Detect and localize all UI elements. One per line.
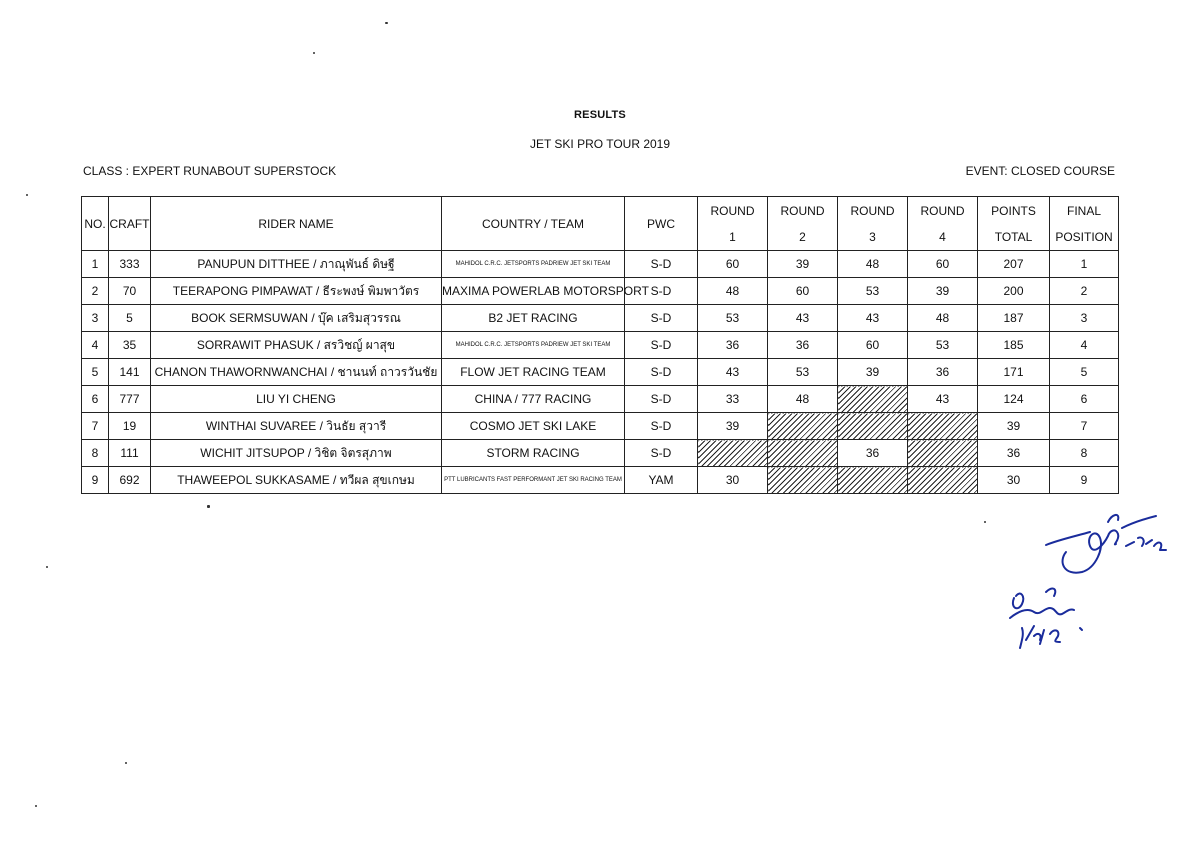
table-row: [82, 413, 1119, 440]
cell-points-total: 30: [978, 467, 1050, 494]
scan-speck: [26, 194, 28, 196]
header-round-4-label: ROUND: [920, 203, 965, 218]
cell-pwc: S-D: [625, 278, 698, 305]
cell-team: FLOW JET RACING TEAM: [442, 359, 625, 386]
cell-points-total: 39: [978, 413, 1050, 440]
cell-no: 6: [82, 386, 109, 413]
cell-round-3: 48: [838, 251, 908, 278]
cell-points-total: 185: [978, 332, 1050, 359]
cell-round-1: 48: [698, 278, 768, 305]
cell-points-total: 187: [978, 305, 1050, 332]
cell-final-position: 4: [1050, 332, 1119, 359]
cell-craft: 35: [109, 332, 151, 359]
table-row: [82, 467, 1119, 494]
class-label: CLASS : EXPERT RUNABOUT SUPERSTOCK: [83, 164, 337, 178]
table-row: [82, 440, 1119, 467]
cell-round-1: 30: [698, 467, 768, 494]
cell-round-3: [838, 413, 908, 440]
table-row: [82, 251, 1119, 278]
cell-team: MAHIDOL C.R.C. JETSPORTS PADRIEW JET SKI TEAM: [442, 251, 625, 278]
cell-round-4: 48: [908, 305, 978, 332]
header-rider: RIDER NAME: [151, 197, 442, 251]
cell-round-4: 36: [908, 359, 978, 386]
cell-round-1: 33: [698, 386, 768, 413]
cell-craft: 70: [109, 278, 151, 305]
cell-no: 8: [82, 440, 109, 467]
cell-final-position: 1: [1050, 251, 1119, 278]
cell-final-position: 2: [1050, 278, 1119, 305]
cell-points-total: 36: [978, 440, 1050, 467]
table-row: [82, 332, 1119, 359]
cell-team: B2 JET RACING: [442, 305, 625, 332]
scan-speck: [313, 52, 315, 54]
header-team: COUNTRY / TEAM: [442, 197, 625, 251]
cell-round-4: 60: [908, 251, 978, 278]
cell-round-2: [768, 440, 838, 467]
cell-round-2: 36: [768, 332, 838, 359]
cell-rider: SORRAWIT PHASUK / สรวิชญ์ ผาสุข: [151, 332, 442, 359]
cell-round-3: [838, 386, 908, 413]
cell-round-2: 48: [768, 386, 838, 413]
cell-round-3: 43: [838, 305, 908, 332]
cell-rider: TEERAPONG PIMPAWAT / ธีระพงษ์ พิมพาวัตร: [151, 278, 442, 305]
cell-points-total: 207: [978, 251, 1050, 278]
header-round-3-number: 3: [869, 229, 876, 244]
cell-no: 1: [82, 251, 109, 278]
cell-rider: WICHIT JITSUPOP / วิชิต จิตรสุภาพ: [151, 440, 442, 467]
cell-round-4: [908, 413, 978, 440]
cell-pwc: S-D: [625, 440, 698, 467]
cell-team: STORM RACING: [442, 440, 625, 467]
cell-no: 5: [82, 359, 109, 386]
cell-round-2: 39: [768, 251, 838, 278]
header-round-1-label: ROUND: [710, 203, 755, 218]
header-round-2-number: 2: [799, 229, 806, 244]
cell-team: COSMO JET SKI LAKE: [442, 413, 625, 440]
cell-points-total: 171: [978, 359, 1050, 386]
cell-pwc: S-D: [625, 359, 698, 386]
event-label: EVENT: CLOSED COURSE: [965, 164, 1115, 178]
cell-round-2: [768, 467, 838, 494]
table-header-row: [82, 197, 1119, 251]
cell-round-2: 60: [768, 278, 838, 305]
cell-rider: BOOK SERMSUWAN / บุ๊ค เสริมสุวรรณ: [151, 305, 442, 332]
cell-round-4: 53: [908, 332, 978, 359]
cell-round-2: 43: [768, 305, 838, 332]
scan-speck: [984, 521, 986, 523]
header-round-3-label: ROUND: [850, 203, 895, 218]
header-no: NO.: [82, 197, 109, 251]
cell-round-4: 39: [908, 278, 978, 305]
cell-pwc: YAM: [625, 467, 698, 494]
cell-round-1: 60: [698, 251, 768, 278]
header-final-position: [1050, 197, 1119, 251]
cell-craft: 692: [109, 467, 151, 494]
cell-craft: 141: [109, 359, 151, 386]
cell-final-position: 8: [1050, 440, 1119, 467]
header-round-1-number: 1: [729, 229, 736, 244]
cell-craft: 777: [109, 386, 151, 413]
cell-craft: 19: [109, 413, 151, 440]
signature-1: [1038, 500, 1168, 580]
cell-team: MAXIMA POWERLAB MOTORSPORT: [442, 278, 625, 305]
header-craft: CRAFT: [109, 197, 151, 251]
cell-rider: LIU YI CHENG: [151, 386, 442, 413]
header-round-4: [908, 197, 978, 251]
cell-craft: 5: [109, 305, 151, 332]
scan-speck: [125, 762, 127, 764]
cell-round-1: 39: [698, 413, 768, 440]
scan-speck: [46, 566, 48, 568]
scan-speck: [207, 505, 210, 508]
cell-round-2: [768, 413, 838, 440]
cell-no: 7: [82, 413, 109, 440]
cell-round-1: [698, 440, 768, 467]
cell-round-4: [908, 440, 978, 467]
header-points-total: [978, 197, 1050, 251]
cell-round-2: 53: [768, 359, 838, 386]
table-row: [82, 359, 1119, 386]
cell-round-3: 53: [838, 278, 908, 305]
cell-craft: 333: [109, 251, 151, 278]
cell-round-1: 53: [698, 305, 768, 332]
cell-rider: THAWEEPOL SUKKASAME / ทวีผล สุขเกษม: [151, 467, 442, 494]
cell-craft: 111: [109, 440, 151, 467]
cell-pwc: S-D: [625, 305, 698, 332]
cell-final-position: 7: [1050, 413, 1119, 440]
cell-team: MAHIDOL C.R.C. JETSPORTS PADRIEW JET SKI TEAM: [442, 332, 625, 359]
cell-points-total: 200: [978, 278, 1050, 305]
results-body: [82, 251, 1119, 494]
cell-final-position: 3: [1050, 305, 1119, 332]
table-row: [82, 278, 1119, 305]
table-row: [82, 305, 1119, 332]
results-table: [81, 196, 1119, 494]
cell-pwc: S-D: [625, 386, 698, 413]
scan-speck: [35, 805, 37, 807]
cell-final-position: 6: [1050, 386, 1119, 413]
document-title: RESULTS: [574, 109, 626, 121]
header-position-label: POSITION: [1055, 229, 1113, 244]
header-pwc: PWC: [625, 197, 698, 251]
header-round-2: [768, 197, 838, 251]
header-round-2-label: ROUND: [780, 203, 825, 218]
cell-pwc: S-D: [625, 251, 698, 278]
header-total-label: TOTAL: [994, 229, 1033, 244]
document-subtitle: JET SKI PRO TOUR 2019: [529, 137, 671, 151]
cell-rider: CHANON THAWORNWANCHAI / ชานนท์ ถาวรวันชัย: [151, 359, 442, 386]
cell-rider: WINTHAI SUVAREE / วินธัย สุวารี: [151, 413, 442, 440]
cell-round-3: 36: [838, 440, 908, 467]
cell-no: 4: [82, 332, 109, 359]
cell-round-3: 60: [838, 332, 908, 359]
cell-final-position: 5: [1050, 359, 1119, 386]
cell-team: PTT LUBRICANTS FAST PERFORMANT JET SKI RACING TEAM: [442, 467, 625, 494]
scan-speck: [385, 22, 388, 24]
table-row: [82, 386, 1119, 413]
cell-round-4: 43: [908, 386, 978, 413]
header-points-label: POINTS: [991, 203, 1036, 218]
cell-no: 2: [82, 278, 109, 305]
cell-round-3: 39: [838, 359, 908, 386]
cell-rider: PANUPUN DITTHEE / ภาณุพันธ์ ดิษฐี: [151, 251, 442, 278]
cell-team: CHINA / 777 RACING: [442, 386, 625, 413]
cell-no: 3: [82, 305, 109, 332]
cell-round-1: 36: [698, 332, 768, 359]
cell-final-position: 9: [1050, 467, 1119, 494]
cell-round-3: [838, 467, 908, 494]
cell-no: 9: [82, 467, 109, 494]
header-round-4-number: 4: [939, 229, 946, 244]
cell-round-1: 43: [698, 359, 768, 386]
signature-2: [1000, 578, 1110, 653]
cell-pwc: S-D: [625, 332, 698, 359]
header-round-3: [838, 197, 908, 251]
cell-pwc: S-D: [625, 413, 698, 440]
cell-points-total: 124: [978, 386, 1050, 413]
cell-round-4: [908, 467, 978, 494]
header-round-1: [698, 197, 768, 251]
header-final-label: FINAL: [1066, 203, 1101, 218]
